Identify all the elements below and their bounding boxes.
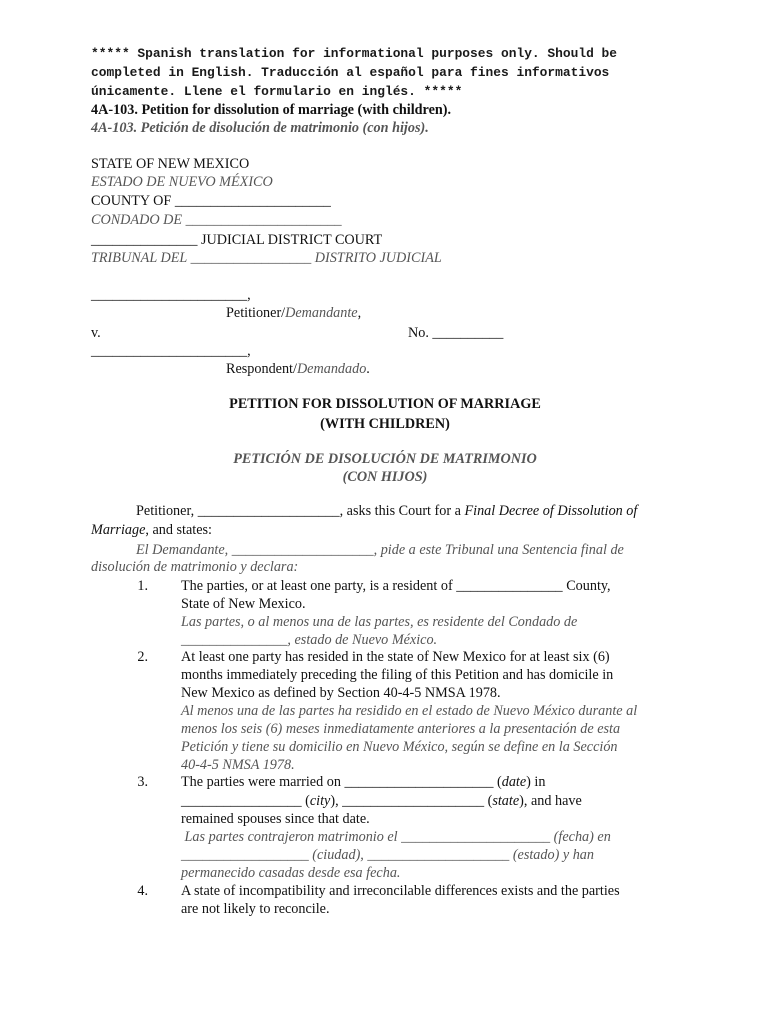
intro-spanish-line-2: disolución de matrimonio y declara: xyxy=(91,559,299,575)
item-2-english-line-3: New Mexico as defined by Section 40-4-5 NMSA 1978. xyxy=(181,685,501,701)
county-spanish: CONDADO DE ______________________ xyxy=(91,212,342,228)
item-3-number: 3. xyxy=(137,774,148,790)
title-spanish-line-1: PETICIÓN DE DISOLUCIÓN DE MATRIMONIO xyxy=(233,451,537,467)
item-3-english-line-1: The parties were married on _____________________ (date) in xyxy=(181,774,546,790)
item-3-english-line-2: _________________ (city), ____________________ (state), and have xyxy=(181,793,582,809)
translation-notice-line-2: completed in English. Traducción al español para fines informativos xyxy=(91,65,610,80)
intro-english-line-2: Marriage, and states: xyxy=(91,522,212,538)
item-1-spanish-line-1: Las partes, o al menos una de las partes, es residente del Condado de xyxy=(181,614,578,630)
item-3-spanish-line-1: Las partes contrajeron matrimonio el _____________________ (fecha) en xyxy=(181,829,611,845)
item-2-english-line-2: months immediately preceding the filing of this Petition and has domicile in xyxy=(181,667,614,683)
intro-english-line-1: Petitioner, ____________________, asks this Court for a Final Decree of Dissolution of xyxy=(136,503,638,519)
item-1-english-line-1: The parties, or at least one party, is a resident of _______________ County, xyxy=(181,578,611,594)
item-3-spanish-line-2: __________________ (ciudad), ____________________ (estado) y han xyxy=(181,847,594,863)
item-3-spanish-line-3: permanecido casadas desde esa fecha. xyxy=(181,865,401,881)
item-2-spanish-line-2: menos los seis (6) meses inmediatamente anteriores a la presentación de esta xyxy=(181,721,621,737)
item-4-number: 4. xyxy=(137,883,148,899)
item-2-spanish-line-4: 40-4-5 NMSA 1978. xyxy=(181,757,295,773)
petitioner-name-blank: ______________________, xyxy=(91,287,251,303)
state-english: STATE OF NEW MEXICO xyxy=(91,156,250,172)
court-spanish: TRIBUNAL DEL _________________ DISTRITO JUDICIAL xyxy=(91,250,442,266)
item-2-spanish-line-3: Petición y tiene su domicilio en Nuevo México, según se define en la Sección xyxy=(181,739,618,755)
item-1-english-line-2: State of New Mexico. xyxy=(181,596,306,612)
translation-notice-line-1: ***** Spanish translation for informational purposes only. Should be xyxy=(91,46,618,61)
intro-spanish-line-1: El Demandante, ____________________, pide a este Tribunal una Sentencia final de xyxy=(136,542,624,558)
court-english: _______________ JUDICIAL DISTRICT COURT xyxy=(91,232,383,248)
respondent-label: Respondent/Demandado. xyxy=(226,361,370,377)
versus-label: v. xyxy=(91,325,101,341)
item-2-english-line-1: At least one party has resided in the state of New Mexico for at least six (6) xyxy=(181,649,610,665)
item-1-number: 1. xyxy=(137,578,148,594)
state-spanish: ESTADO DE NUEVO MÉXICO xyxy=(91,174,273,190)
form-id-spanish: 4A-103. Petición de disolución de matrimonio (con hijos). xyxy=(91,120,429,136)
translation-notice-line-3: únicamente. Llene el formulario en inglés. ***** xyxy=(91,84,463,99)
item-4-english-line-2: are not likely to reconcile. xyxy=(181,901,330,917)
item-4-english-line-1: A state of incompatibility and irreconcilable differences exists and the parties xyxy=(181,883,620,899)
respondent-name-blank: ______________________, xyxy=(91,343,251,359)
item-1-spanish-line-2: _______________, estado de Nuevo México. xyxy=(181,632,438,648)
title-english-line-1: PETITION FOR DISSOLUTION OF MARRIAGE xyxy=(229,396,541,412)
item-2-spanish-line-1: Al menos una de las partes ha residido en el estado de Nuevo México durante al xyxy=(181,703,638,719)
petitioner-label: Petitioner/Demandante, xyxy=(226,305,362,321)
form-id-english: 4A-103. Petition for dissolution of marriage (with children). xyxy=(91,102,452,118)
title-english-line-2: (WITH CHILDREN) xyxy=(320,416,450,432)
item-2-number: 2. xyxy=(137,649,148,665)
item-3-english-line-3: remained spouses since that date. xyxy=(181,811,370,827)
county-english: COUNTY OF ______________________ xyxy=(91,193,331,209)
title-spanish-line-2: (CON HIJOS) xyxy=(342,469,428,485)
case-number: No. __________ xyxy=(408,325,504,341)
